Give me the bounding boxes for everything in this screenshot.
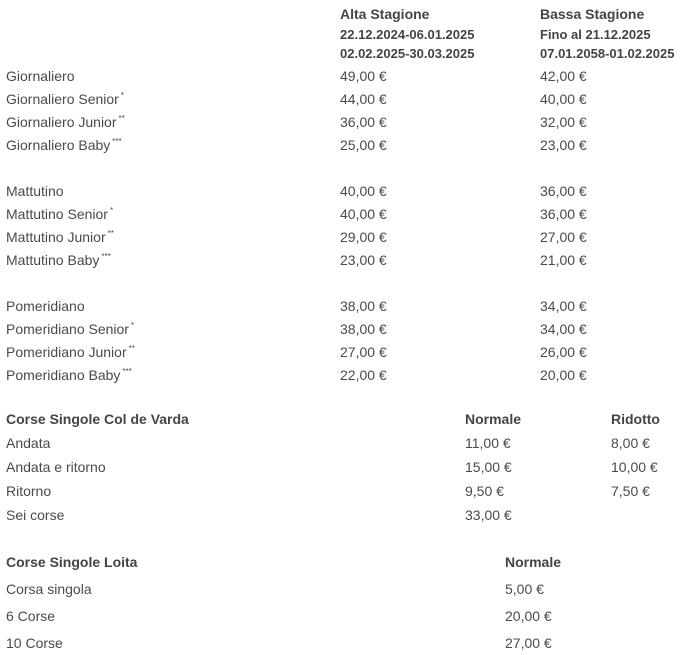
col-de-varda-normale-price: 33,00 €	[465, 507, 512, 523]
alta-price: 38,00 €	[340, 298, 387, 314]
season-header-bassa	[540, 6, 674, 61]
loita-row-label: 6 Corse	[6, 608, 56, 624]
bassa-price: 42,00 €	[540, 68, 587, 84]
season-header-alta	[340, 6, 474, 61]
col-de-varda-normale-price: 11,00 €	[465, 435, 511, 451]
alta-price: 27,00 €	[340, 344, 387, 360]
loita-normale-header: Normale	[505, 554, 562, 570]
bassa-price: 34,00 €	[540, 321, 587, 337]
bassa-price: 36,00 €	[540, 206, 587, 222]
col-de-varda-normale-price: 9,50 €	[465, 483, 504, 499]
season-row-label: Mattutino Senior *	[6, 206, 114, 222]
season-row-label: Giornaliero	[6, 68, 75, 84]
alta-price: 40,00 €	[340, 183, 387, 199]
bassa-price: 20,00 €	[540, 367, 587, 383]
alta-price: 44,00 €	[340, 91, 387, 107]
bassa-stagione-title: Bassa Stagione	[540, 6, 645, 22]
bassa-price: 27,00 €	[540, 229, 587, 245]
col-de-varda-ridotto-price: 7,50 €	[611, 483, 650, 499]
season-row-label: Giornaliero Baby ***	[6, 137, 122, 153]
alta-price: 36,00 €	[340, 114, 387, 130]
bassa-price: 40,00 €	[540, 91, 587, 107]
alta-price: 49,00 €	[340, 68, 387, 84]
col-de-varda-normale-price: 15,00 €	[465, 459, 512, 475]
bassa-stagione-date-1: Fino al 21.12.2025	[540, 27, 651, 42]
season-row-label: Pomeridiano	[6, 298, 85, 314]
season-row-label: Pomeridiano Senior *	[6, 321, 135, 337]
loita-normale-price: 20,00 €	[505, 608, 552, 624]
bassa-stagione-date-2: 07.01.2058-01.02.2025	[540, 46, 675, 61]
col-de-varda-row-label: Andata	[6, 435, 51, 451]
alta-price: 22,00 €	[340, 367, 387, 383]
alta-stagione-title: Alta Stagione	[340, 6, 430, 22]
loita-row-label: 10 Corse	[6, 635, 63, 651]
col-de-varda-row-label: Ritorno	[6, 483, 52, 499]
col-de-varda-title: Corse Singole Col de Varda	[6, 411, 189, 427]
col-de-varda-ridotto-header: Ridotto	[611, 411, 660, 427]
loita-title: Corse Singole Loita	[6, 554, 138, 570]
col-de-varda-ridotto-price: 10,00 €	[611, 459, 658, 475]
loita-row-label: Corsa singola	[6, 581, 92, 597]
season-row-label: Pomeridiano Baby ***	[6, 367, 132, 383]
bassa-price: 32,00 €	[540, 114, 587, 130]
loita-normale-price: 5,00 €	[505, 581, 544, 597]
col-de-varda-row-label: Andata e ritorno	[6, 459, 106, 475]
col-de-varda-row-label: Sei corse	[6, 507, 65, 523]
season-row-label: Pomeridiano Junior **	[6, 344, 135, 360]
bassa-price: 21,00 €	[540, 252, 587, 268]
alta-price: 25,00 €	[340, 137, 387, 153]
bassa-price: 23,00 €	[540, 137, 587, 153]
alta-price: 23,00 €	[340, 252, 387, 268]
season-row-label: Mattutino Baby ***	[6, 252, 111, 268]
bassa-price: 36,00 €	[540, 183, 587, 199]
season-row-label: Giornaliero Junior **	[6, 114, 125, 130]
season-row-label: Mattutino	[6, 183, 64, 199]
alta-price: 29,00 €	[340, 229, 387, 245]
loita-normale-price: 27,00 €	[505, 635, 552, 651]
col-de-varda-normale-header: Normale	[465, 411, 522, 427]
alta-price: 40,00 €	[340, 206, 387, 222]
alta-price: 38,00 €	[340, 321, 387, 337]
bassa-price: 34,00 €	[540, 298, 587, 314]
season-row-label: Giornaliero Senior *	[6, 91, 124, 107]
alta-stagione-date-1: 22.12.2024-06.01.2025	[340, 27, 475, 42]
col-de-varda-ridotto-price: 8,00 €	[611, 435, 650, 451]
bassa-price: 26,00 €	[540, 344, 587, 360]
alta-stagione-date-2: 02.02.2025-30.03.2025	[340, 46, 475, 61]
season-row-label: Mattutino Junior **	[6, 229, 114, 245]
